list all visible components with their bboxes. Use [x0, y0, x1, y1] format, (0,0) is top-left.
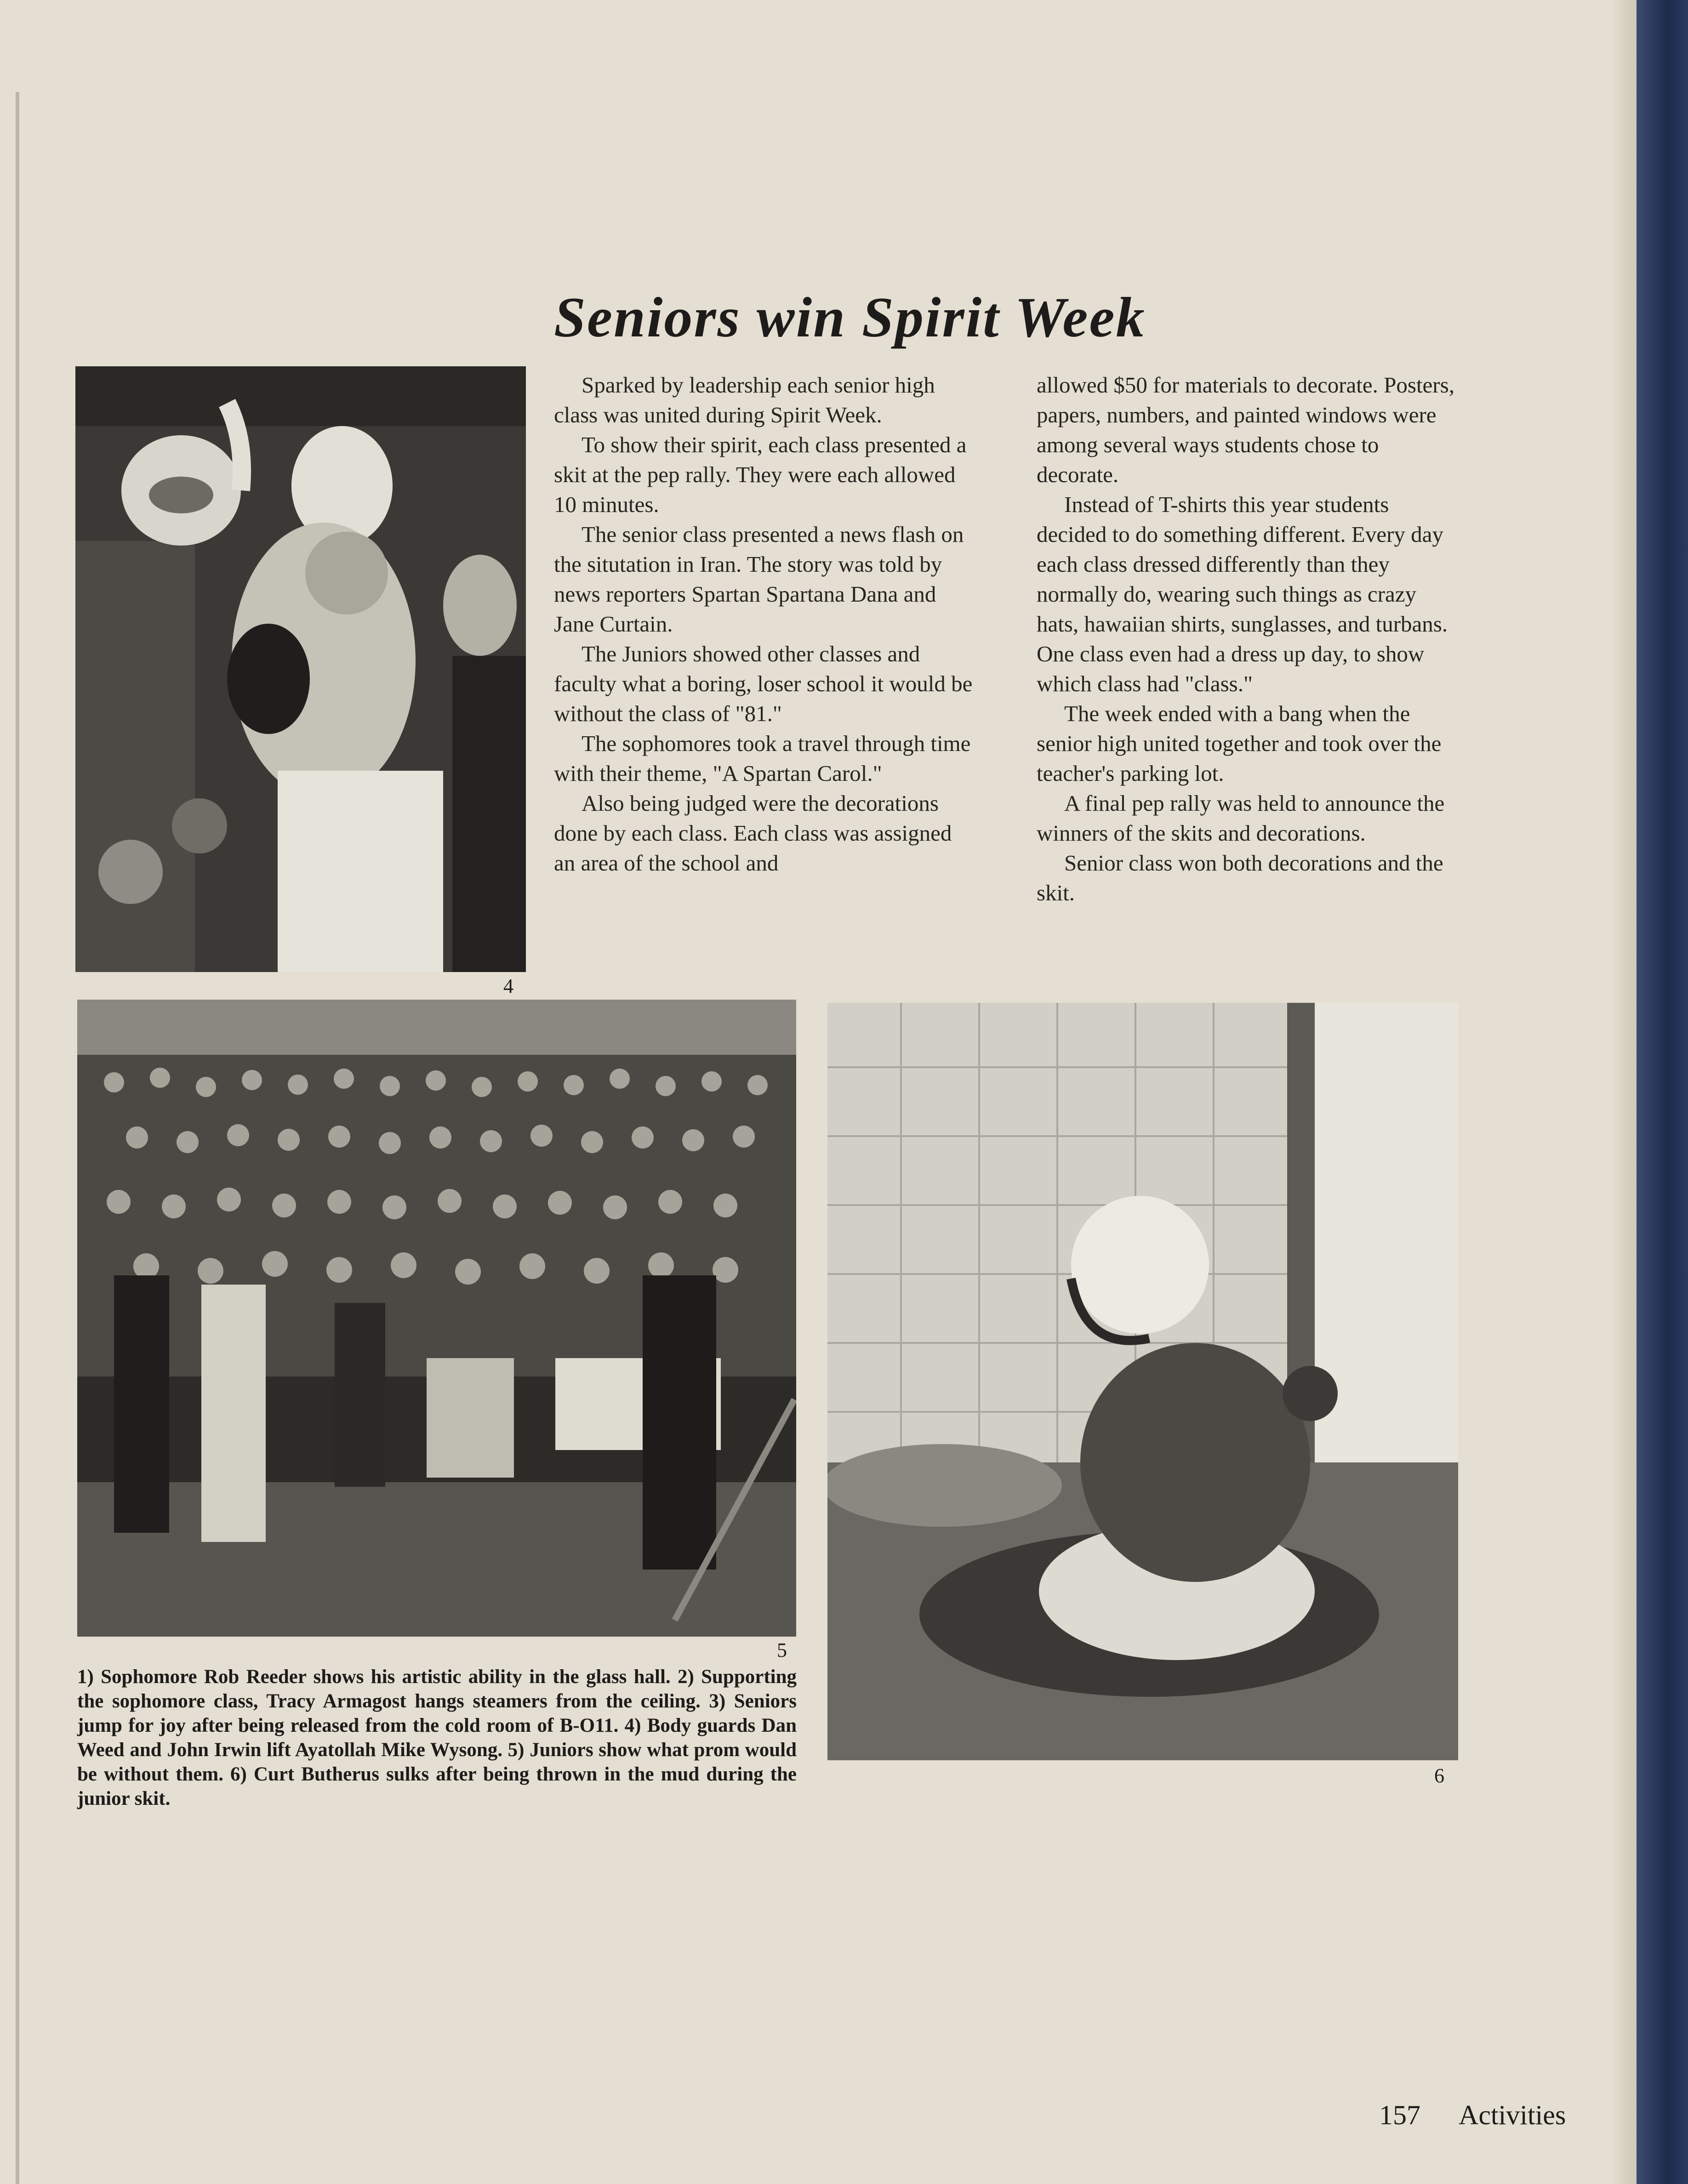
photo-5 [77, 1000, 796, 1637]
photo-5-number: 5 [777, 1639, 787, 1661]
article-paragraph: A final pep rally was held to announce the winners of the skits and decorations. [1037, 791, 1445, 846]
photo-4-image [75, 366, 526, 972]
photo-6-number: 6 [1434, 1764, 1444, 1787]
page-edge [1611, 0, 1637, 2184]
article-paragraph: The senior class presented a news flash on the situtation in Iran. The story was told by news reporters Spartan Spartana Dana and Jane Curtain. [554, 522, 964, 637]
photo-5-image [77, 1000, 796, 1637]
article-paragraph: The week ended with a bang when the senior high united together and took over the teacher's parking lot. [1037, 701, 1442, 786]
article-paragraph: Also being judged were the decorations done by each class. Each class was assigned an area of the school and [554, 791, 952, 876]
article-paragraph: To show their spirit, each class presented a skit at the pep rally. They were each allowed 10 minutes. [554, 432, 967, 517]
photo-captions: 1) Sophomore Rob Reeder shows his artistic ability in the glass hall. 2) Supporting the sophomore class, Tracy Armagost hangs steamers from the ceiling. 3) Seniors jump for joy after being released from the cold room of B-O11. 4) Body guards Dan Weed and John Irwin lift Ayatollah Mike Wysong. 5) Juniors show what prom would be without them. 6) Curt Butherus sulks after being thrown in the mud during the junior skit. [77, 1666, 797, 1809]
headline: Seniors win Spirit Week [554, 286, 1146, 349]
article-paragraph: allowed $50 for materials to decorate. Posters, papers, numbers, and painted windows were among several ways students chose to decorate. [1037, 372, 1454, 487]
photo-6-image [827, 1003, 1458, 1760]
binding-gutter [16, 92, 19, 2184]
photo-4-number: 4 [503, 975, 513, 997]
article-column-2 [1037, 370, 1460, 908]
article-paragraph: Senior class won both decorations and the skit. [1037, 850, 1443, 905]
photo-6 [827, 1003, 1458, 1760]
section-label: Activities [1459, 2100, 1566, 2130]
page-number: 157 [1379, 2100, 1420, 2130]
article-paragraph: The Juniors showed other classes and faculty what a boring, loser school it would be without the class of "81." [554, 641, 973, 726]
article-column-1 [554, 370, 977, 878]
article-paragraph: Sparked by leadership each senior high class was united during Spirit Week. [554, 372, 935, 427]
photo-4 [75, 366, 526, 972]
article-paragraph: Instead of T-shirts this year students decided to do something different. Every day each class dressed differently than they normally do, wearing such things as crazy hats, hawaiian shirts, sunglasses, and turbans. One class even had a dress up day, to show which class had "class." [1037, 492, 1448, 696]
book-spine [1637, 0, 1688, 2184]
article-paragraph: The sophomores took a travel through time with their theme, "A Spartan Carol." [554, 731, 971, 786]
